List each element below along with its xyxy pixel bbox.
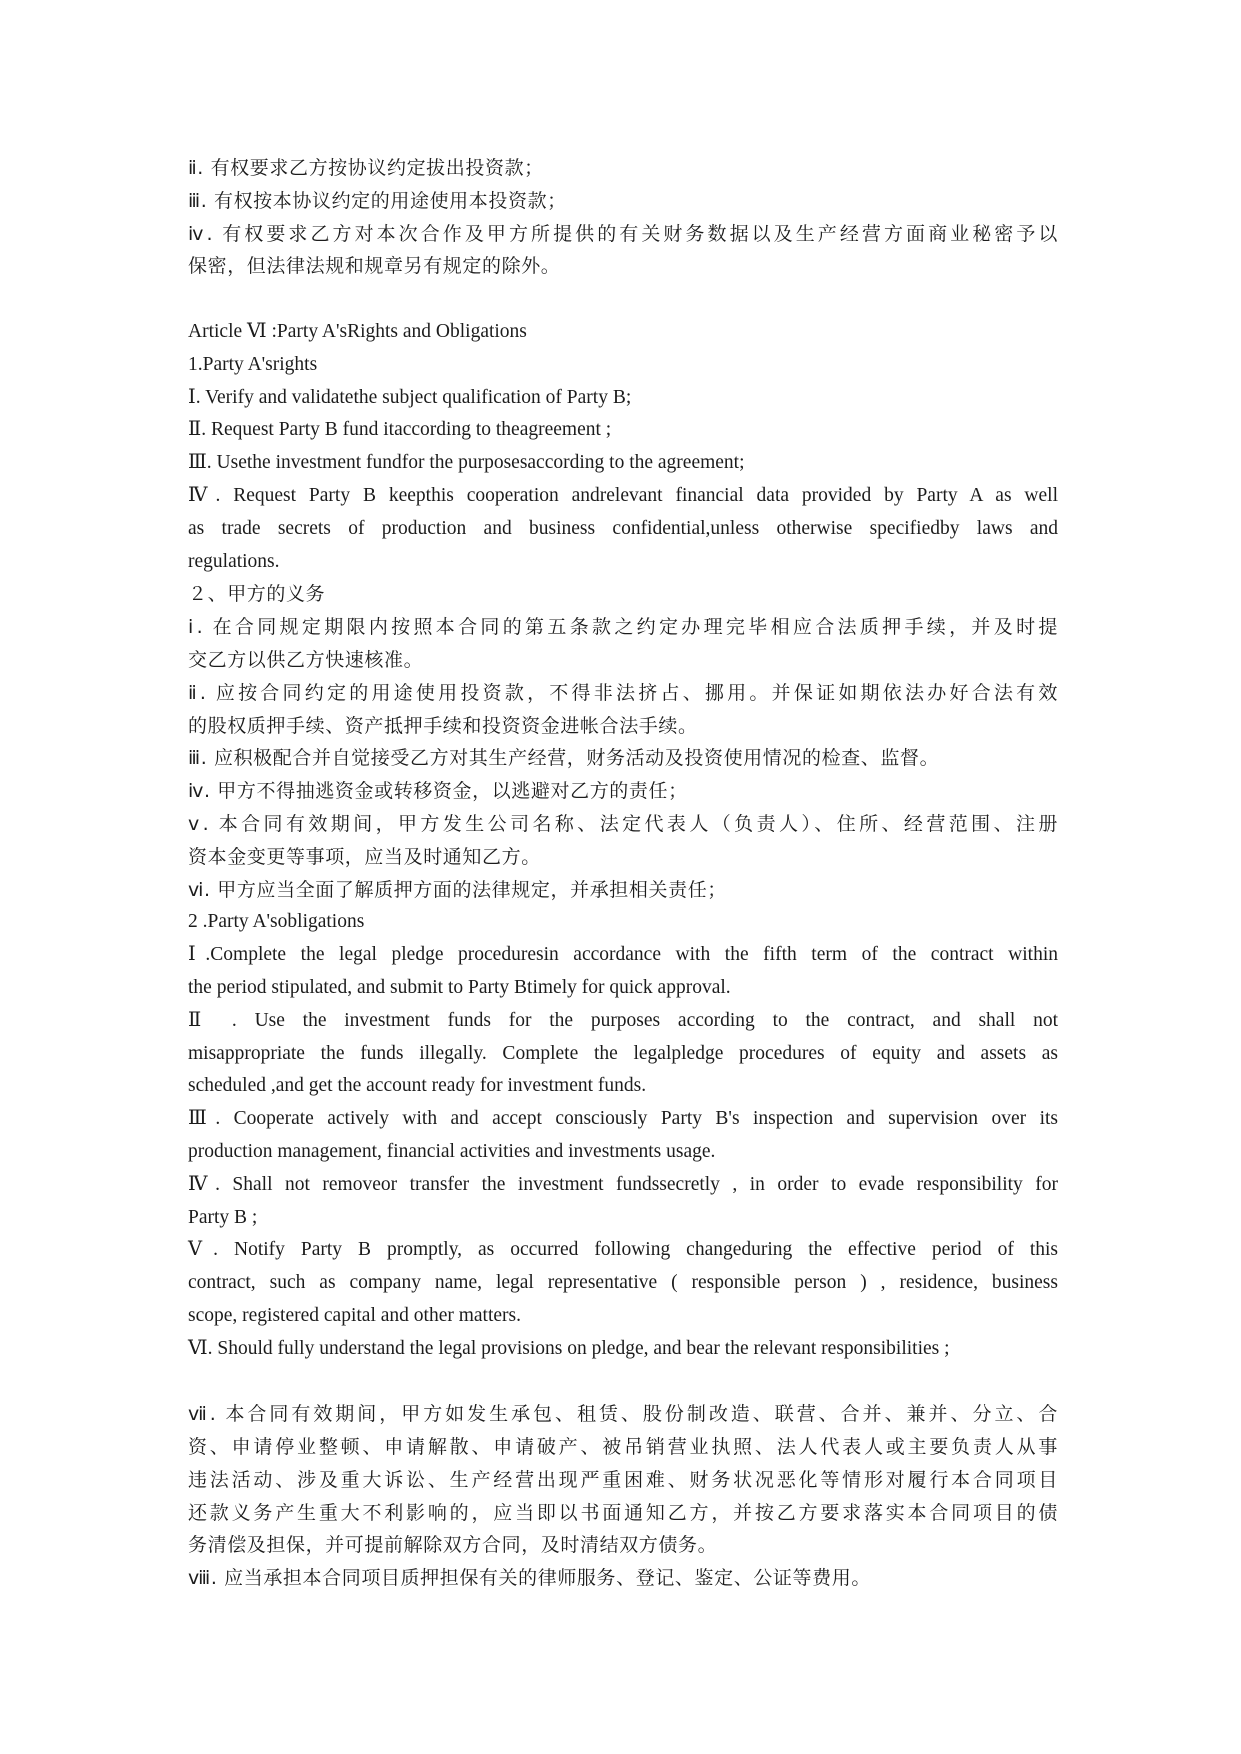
text-line: Ⅲ. Usethe investment fundfor the purposesaccording to the agreement; (188, 452, 745, 474)
text-line: the period stipulated, and submit to Party Btimely for quick approval. (188, 976, 731, 998)
text-line: Ⅱ . Use the investment funds for the purposes according to the contract, and shall not (188, 1009, 1058, 1031)
text-line: ⅰ. 在合同规定期限内按照本合同的第五条款之约定办理完毕相应合法质押手续，并及时提 (188, 616, 1058, 639)
text-line: ⅲ. 有权按本协议约定的用途使用本投资款； (188, 189, 567, 212)
text-line: Party B ; (188, 1206, 258, 1228)
text-line: as trade secrets of production and business confidential,unless otherwise specifiedby laws and (188, 517, 1058, 539)
text-line: 资、申请停业整顿、申请解散、申请破产、被吊销营业执照、法人代表人或主要负责人从事 (188, 1436, 1058, 1459)
paragraph-gap (188, 283, 1058, 316)
text-line: scheduled ,and get the account ready for investment funds. (188, 1075, 647, 1097)
text-line: Ⅰ. Verify and validatethe subject qualification of Party B; (188, 386, 632, 408)
text-line: Article Ⅵ :Party A'sRights and Obligations (188, 320, 527, 342)
text-line: ⅶ. 本合同有效期间，甲方如发生承包、租赁、股份制改造、联营、合并、兼并、分立、合 (188, 1403, 1058, 1426)
text-line: misappropriate the funds illegally. Complete the legalpledge procedures of equity and assets as (188, 1042, 1058, 1064)
text-line: 资本金变更等事项，应当及时通知乙方。 (188, 845, 541, 868)
text-line: 的股权质押手续、资产抵押手续和投资资金进帐合法手续。 (188, 714, 698, 737)
text-line: ⅵ. 甲方应当全面了解质押方面的法律规定，并承担相关责任； (188, 878, 727, 901)
text-line: contract, such as company name, legal representative ( responsible person ) , residence, business (188, 1272, 1058, 1294)
text-line: 保密，但法律法规和规章另有规定的除外。 (188, 255, 561, 278)
text-line: Ⅴ. Notify Party B promptly, as occurred following changeduring the effective period of this (188, 1239, 1058, 1261)
text-line: ⅱ. 应按合同约定的用途使用投资款，不得非法挤占、挪用。并保证如期依法办好合法有效 (188, 681, 1058, 704)
text-line: 违法活动、涉及重大诉讼、生产经营出现严重困难、财务状况恶化等情形对履行本合同项目 (188, 1468, 1058, 1491)
text-line: ⅳ. 有权要求乙方对本次合作及甲方所提供的有关财务数据以及生产经营方面商业秘密予以 (188, 222, 1058, 245)
text-line: ⅴ. 本合同有效期间，甲方发生公司名称、法定代表人（负责人）、住所、经营范围、注册 (188, 812, 1058, 835)
text-line: 还款义务产生重大不利影响的，应当即以书面通知乙方，并按乙方要求落实本合同项目的债 (188, 1501, 1058, 1524)
text-line: Ⅳ. Shall not removeor transfer the investment fundssecretly , in order to evade responsibility for (188, 1173, 1058, 1195)
text-line: Ⅳ. Request Party B keepthis cooperation andrelevant financial data provided by Party A as well (188, 484, 1058, 506)
text-line: production management, financial activities and investments usage. (188, 1140, 716, 1162)
text-line: 1.Party A'srights (188, 353, 318, 375)
text-line: 务清偿及担保，并可提前解除双方合同，及时清结双方债务。 (188, 1534, 718, 1557)
document-page (188, 152, 1058, 1595)
text-line: scope, registered capital and other matters. (188, 1304, 521, 1326)
text-line: ⅳ. 甲方不得抽逃资金或转移资金，以逃避对乙方的责任； (188, 780, 688, 803)
text-line: Ⅱ. Request Party B fund itaccording to theagreement ; (188, 419, 612, 441)
text-line: Ⅲ. Cooperate actively with and accept consciously Party B's inspection and supervision over its (188, 1108, 1058, 1130)
text-line: regulations. (188, 550, 280, 572)
text-line: ⅲ. 应积极配合并自觉接受乙方对其生产经营，财务活动及投资使用情况的检查、监督。 (188, 747, 940, 770)
text-line: ⅱ. 有权要求乙方按协议约定拔出投资款； (188, 157, 544, 179)
paragraph-gap (188, 1365, 1058, 1398)
text-line: Ⅵ. Should fully understand the legal provisions on pledge, and bear the relevant responsibilities ; (188, 1337, 950, 1359)
text-line: ⅷ. 应当承担本合同项目质押担保有关的律师服务、登记、鉴定、公证等费用。 (188, 1567, 871, 1590)
text-line: 交乙方以供乙方快速核准。 (188, 648, 424, 671)
text-line: ２、甲方的义务 (188, 583, 326, 606)
text-line: 2 .Party A'sobligations (188, 911, 365, 933)
text-line: Ⅰ.Complete the legal pledge proceduresin accordance with the fifth term of the contract within (188, 944, 1058, 966)
